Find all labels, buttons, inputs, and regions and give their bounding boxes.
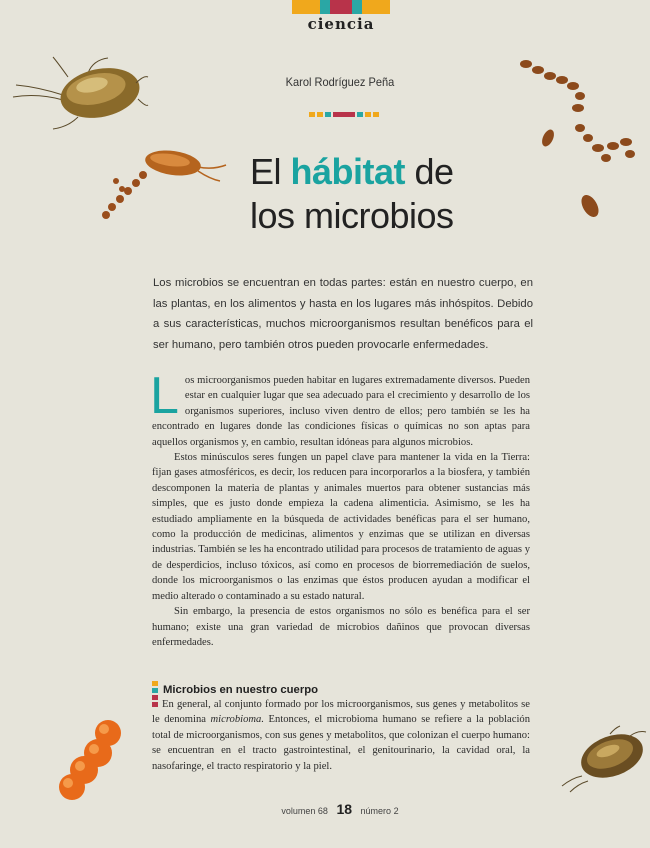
drop-cap: L [150, 367, 179, 425]
author-name: Karol Rodríguez Peña [285, 75, 395, 89]
section-heading: Microbios en nuestro cuerpo [163, 684, 319, 696]
title-part1: El [250, 151, 291, 192]
bacterium-illustration-bottom-right [560, 726, 648, 796]
section-tag-bar [292, 0, 390, 14]
chain-bacteria-illustration [518, 58, 643, 228]
tag-bar-orange [292, 0, 320, 14]
body-p1-text: os microorganismos pueden habitar en lugares extremadamente diversos. Pueden estar en cualquier lugar que sea adecuado para el crecimiento y desarrollo de los organismos superiores, incluso viven dentro de ellos; pero también se les ha encontrado en lugares donde las condiciones físicas o químicas no son aptas para aquellos organismos y, en cambio, resultan idóneas para algunos microbios. [152, 375, 530, 448]
tag-bar-orange-2 [362, 0, 390, 14]
footer-volume: volumen 68 [281, 806, 328, 816]
page-number: 18 [336, 801, 353, 817]
bacterium-illustration-top-left [8, 55, 148, 130]
section-text-before: En general, al conjunto formado por los microorganismos, sus genes y metabolitos se le denomina [152, 699, 530, 726]
section-paragraph [152, 697, 530, 774]
tag-bar-teal [320, 0, 330, 14]
title-highlight: hábitat [290, 151, 406, 192]
article-title [250, 150, 490, 238]
lead-paragraph: Los microbios se encuentran en todas partes: están en nuestro cuerpo, en las plantas, en los alimentos y hasta en los lugares más inhóspitos. Debido a sus características, muchos microorganismos resultan benéficos para el ser humano, pero también otros pueden provocarle enfermedades. [153, 277, 533, 351]
article-body [150, 367, 530, 650]
section-term: microbioma. [210, 714, 264, 726]
body-paragraph-1 [150, 367, 530, 450]
title-line2: los microbios [250, 195, 454, 236]
footer-issue: número 2 [360, 806, 399, 816]
rod-microbe-illustration [98, 145, 233, 225]
tag-bar-crimson [330, 0, 352, 14]
title-part2: de [405, 151, 454, 192]
body-paragraph-3: Sin embargo, la presencia de estos organismos no sólo es benéfica para el ser humano; existe una gran variedad de microbios dañinos que provocan diversas enfermedades. [152, 606, 530, 648]
cocci-chain-illustration [56, 715, 131, 805]
title-divider [309, 112, 379, 117]
page-footer [240, 801, 440, 817]
section-label: ciencia [307, 15, 375, 33]
tag-bar-teal-2 [352, 0, 362, 14]
section-text-after: Entonces, el microbioma humano se refiere a la población total de microorganismos, con sus genes y metabolitos, que colonizan el cuerpo humano: se encuentran en el tracto gastrointestinal, el genitourinario, la cavidad oral, la nasofaringe, el tracto respiratorio y la piel. [152, 714, 530, 772]
body-paragraph-2: Estos minúsculos seres fungen un papel clave para mantener la vida en la Tierra: fijan gases atmosféricos, es decir, los reducen para incorporarlos a la biosfera, y también descomponen la materia de plantas y animales muertos para obtener sustancias más simples, que es justo donde empieza la cadena alimenticia. Asimismo, se les ha estudiado ampliamente en la búsqueda de actividades benéficas para el ser humano, como la producción de medicinas, alimentos y enzimas que se utilizan en diversas industrias. También se les ha encontrado utilidad para procesos de tratamiento de aguas y de desperdicios, incluso tóxicos, así como en procesos de biorremediación de suelos, donde los microorganismos o las enzimas que éstos producen ayudan a modificar el medio alterado o contaminado a su estado natural. [152, 452, 530, 602]
section-body [152, 697, 530, 774]
